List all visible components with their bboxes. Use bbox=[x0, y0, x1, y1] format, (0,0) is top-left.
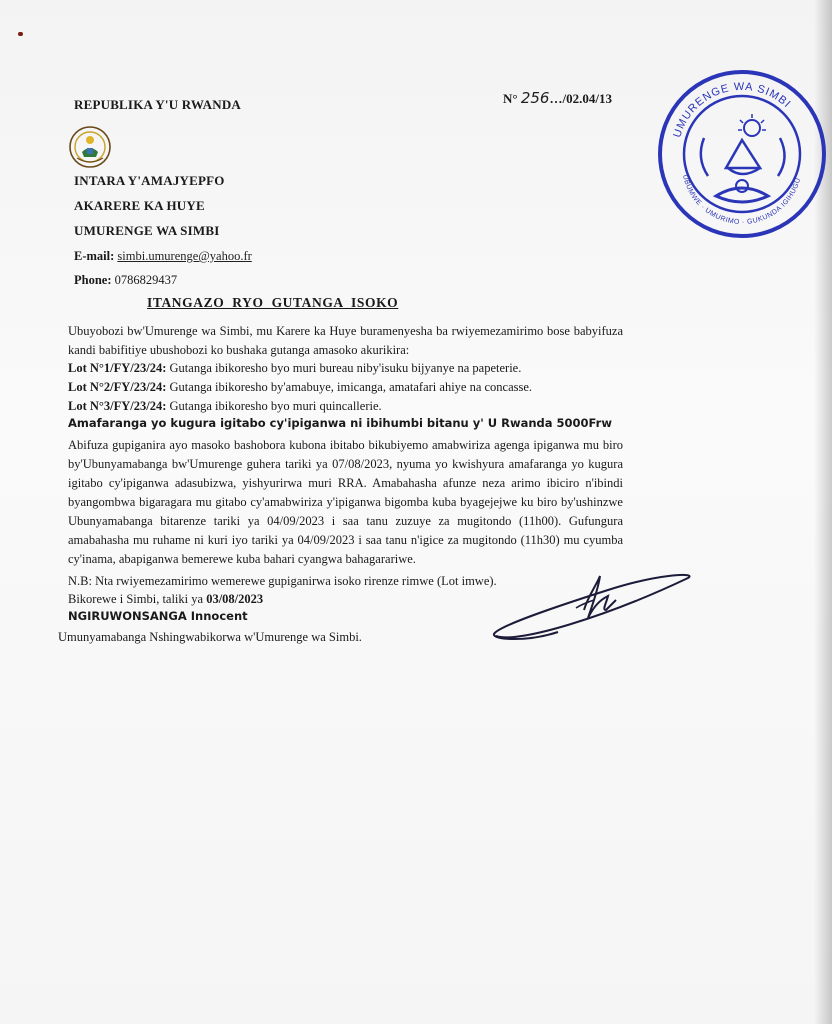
scan-mark bbox=[18, 32, 23, 36]
reference-number bbox=[503, 89, 612, 107]
district-heading: AKARERE KA HUYE bbox=[74, 198, 205, 213]
done-at-prefix: Bikorewe i Simbi, taliki ya bbox=[68, 592, 204, 606]
phone-number: 0786829437 bbox=[114, 273, 178, 287]
intro-paragraph: Ubuyobozi bw'Umurenge wa Simbi, mu Karere ka Huye buramenyesha ba rwiyemezamirimo bose babyifuza kandi babifitiye ubushobozi ko bushaka gutanga amasoko akurikira: bbox=[68, 324, 623, 357]
phone-line bbox=[74, 271, 177, 290]
done-at-line bbox=[68, 590, 263, 609]
lot-1-text: Gutanga ibikoresho byo muri bureau niby'isuku bijyanye na papeterie. bbox=[169, 361, 522, 375]
signatory-name: NGIRUWONSANGA Innocent bbox=[68, 609, 248, 623]
handwritten-signature bbox=[488, 566, 698, 648]
notice-title: ITANGAZO RYO GUTANGA ISOKO bbox=[147, 295, 399, 310]
main-body-paragraph: Abifuza gupiganira ayo masoko bashobora kubona ibitabo bikubiyemo amabwiriza agenga ipiganwa mu biro by'Ubunyamabanga bw'Umurenge guhera tariki ya 07/08/2023, nyuma yo kwishyura amafaranga yo kugura igitabo cy'ipiganwa adasubizwa, yishyurirwa muri RRA. Amabahasha afunze neza arimo ibiciro n'ibindi byangombwa bigaragara mu gitabo cy'amabwiriza y'ipiganwa bigomba kuba byagejejwe ku biro by'ushinzwe Ubunyamabanga bitarenze tariki ya 04/09/2023 i saa tanu zuzuye za mugitondo (11h00). Gufungura amabahasha mu ruhame ni kuri iyo tariki ya 04/09/2023 i saa tanu n'igice za mugitondo (11h30) mu cyumba cy'inama, abapiganwa bemerewe kuba bahari cyangwa bahagarariwe. bbox=[68, 438, 623, 566]
republic-heading: REPUBLIKA Y'U RWANDA bbox=[74, 97, 242, 112]
signatory-title: Umunyamabanga Nshingwabikorwa w'Umurenge wa Simbi. bbox=[58, 630, 362, 644]
stamp-top-text: UMURENGE WA SIMBI bbox=[671, 80, 794, 140]
lot-3 bbox=[68, 397, 382, 416]
email-line bbox=[74, 247, 252, 266]
province-heading: INTARA Y'AMAJYEPFO bbox=[74, 173, 225, 188]
phone-label: Phone: bbox=[74, 273, 112, 287]
fee-line: Amafaranga yo kugura igitabo cy'ipiganwa ni ibihumbi bitanu y' U Rwanda 5000Frw bbox=[68, 416, 612, 430]
ref-prefix: N° bbox=[503, 91, 518, 106]
ref-handwritten: 256 bbox=[520, 89, 550, 107]
sector-heading: UMURENGE WA SIMBI bbox=[74, 223, 220, 238]
official-stamp bbox=[656, 68, 828, 240]
lot-2 bbox=[68, 378, 532, 397]
lot-3-label: Lot N°3/FY/23/24: bbox=[68, 399, 167, 413]
lot-2-label: Lot N°2/FY/23/24: bbox=[68, 380, 167, 394]
done-at-date: 03/08/2023 bbox=[206, 592, 264, 606]
email-label: E-mail: bbox=[74, 249, 115, 263]
lot-3-text: Gutanga ibikoresho byo muri quincallerie. bbox=[169, 399, 382, 413]
email-link[interactable]: simbi.umurenge@yahoo.fr bbox=[117, 249, 252, 263]
lot-2-text: Gutanga ibikoresho by'amabuye, imicanga, amatafari ahiye na concasse. bbox=[169, 380, 533, 394]
stamp-bottom-text: UBUMWE · UMURIMO · GUKUNDA IGIHUGU bbox=[681, 174, 803, 227]
coat-of-arms-emblem bbox=[67, 124, 113, 170]
lot-1 bbox=[68, 359, 521, 378]
ref-suffix: …/02.04/13 bbox=[549, 91, 612, 106]
lot-1-label: Lot N°1/FY/23/24: bbox=[68, 361, 167, 375]
svg-text:UBUMWE · UMURIMO · GUKUNDA IGI bbox=[681, 174, 802, 226]
nb-note: N.B: Nta rwiyemezamirimo wemerewe gupiganirwa isoko rirenze rimwe (Lot imwe). bbox=[68, 574, 497, 588]
